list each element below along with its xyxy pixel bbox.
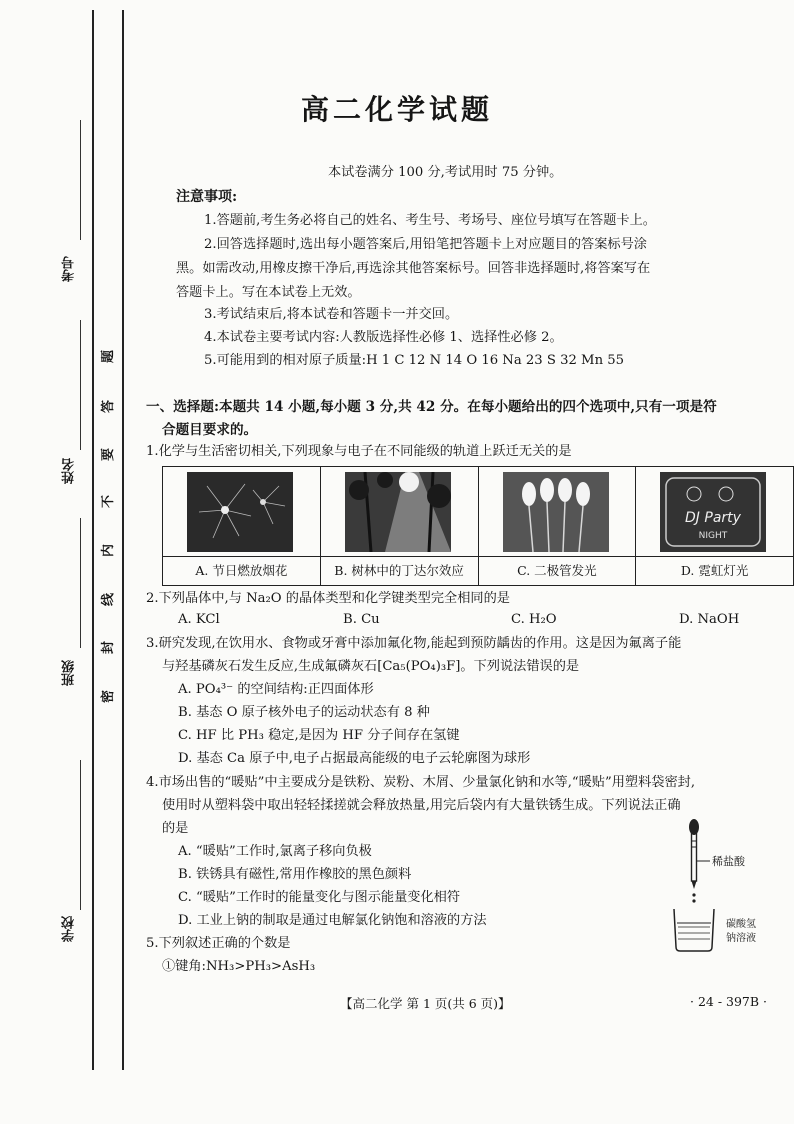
seal-char-4: 不 <box>101 494 117 509</box>
neon-sign-image <box>660 472 766 552</box>
note-2a: 2.回答选择题时,选出每小题答案后,用铅笔把答题卡上对应题目的答案标号涂 <box>204 237 647 252</box>
q3-stem-1: 3.研究发现,在饮用水、食物或牙膏中添加氟化物,能起到预防龋齿的作用。这是因为氟离子能 <box>146 636 682 651</box>
section1-line2: 合题目要求的。 <box>162 422 258 438</box>
paper-code: · 24 - 397B · <box>690 994 768 1009</box>
seal-char-1: 题 <box>101 349 117 364</box>
fireworks-image <box>187 472 293 552</box>
exam-no-line <box>80 120 81 240</box>
fig-label-salt-1: 碳酸氢 <box>726 919 756 930</box>
q2-option-d: D. NaOH <box>679 612 740 627</box>
margin-border-right <box>122 10 124 1070</box>
exam-subtitle: 本试卷满分 100 分,考试用时 75 分钟。 <box>328 165 563 180</box>
section1-line1: 一、选择题:本题共 14 小题,每小题 3 分,共 42 分。在每小题给出的四个选项中,只有一项是符 <box>146 399 717 415</box>
fig-label-acid: 稀盐酸 <box>712 855 745 868</box>
name-line <box>80 320 81 450</box>
q1-option-a <box>163 467 321 585</box>
q5-stem: 5.下列叙述正确的个数是 <box>146 936 291 951</box>
q4-stem-3: 的是 <box>162 821 189 836</box>
seal-char-3: 要 <box>101 447 117 462</box>
page-title: 高二化学试题 <box>300 93 493 126</box>
note-2c: 答题卡上。写在本试卷上无效。 <box>176 285 361 300</box>
q1-caption-c: C. 二极管发光 <box>479 556 636 585</box>
school-line <box>80 760 81 910</box>
q4-option-c: C. “暖贴”工作时的能量变化与图示能量变化相符 <box>178 890 461 905</box>
neon-sign-text-1: DJ Party <box>685 510 742 526</box>
class-label: 班级 <box>62 660 77 686</box>
note-2b: 黑。如需改动,用橡皮擦干净后,再选涂其他答案标号。回答非选择题时,将答案写在 <box>176 261 651 276</box>
neon-sign-text-2: NIGHT <box>698 531 728 541</box>
q4-stem-1: 4.市场出售的“暖贴”中主要成分是铁粉、炭粉、木屑、少量氯化钠和水等,“暖贴”用塑料袋密封, <box>146 775 696 790</box>
q5-item-1: ①键角:NH₃>PH₃>AsH₃ <box>162 959 316 974</box>
q2-stem: 2.下列晶体中,与 Na₂O 的晶体类型和化学键类型完全相同的是 <box>146 591 510 606</box>
seal-char-8: 密 <box>101 689 117 704</box>
q4-stem-2: 使用时从塑料袋中取出轻轻揉搓就会释放热量,用完后袋内有大量铁锈生成。下列说法正确 <box>162 798 681 813</box>
q2-option-b: B. Cu <box>343 612 380 627</box>
note-4: 4.本试卷主要考试内容:人教版选择性必修 1、选择性必修 2。 <box>204 330 563 345</box>
q3-option-d: D. 基态 Ca 原子中,电子占据最高能级的电子云轮廓图为球形 <box>178 751 531 766</box>
q2-option-c: C. H₂O <box>511 612 557 627</box>
q4-experiment-figure <box>664 815 774 955</box>
q1-caption-a: A. 节日燃放烟花 <box>163 556 320 585</box>
forest-tyndall-image <box>345 472 451 552</box>
fig-label-salt-2: 钠溶液 <box>726 933 756 944</box>
note-1: 1.答题前,考生务必将自己的姓名、考生号、考场号、座位号填写在答题卡上。 <box>204 213 656 228</box>
q2-option-a: A. KCl <box>178 612 220 627</box>
q3-option-a: A. PO₄³⁻ 的空间结构:正四面体形 <box>178 682 374 697</box>
name-label: 姓名 <box>62 458 77 484</box>
note-3: 3.考试结束后,将本试卷和答题卡一并交回。 <box>204 307 459 322</box>
exam-no-label: 考号 <box>62 256 77 282</box>
seal-char-7: 封 <box>101 640 117 655</box>
seal-char-2: 答 <box>101 399 117 414</box>
seal-char-6: 线 <box>101 592 117 607</box>
note-5: 5.可能用到的相对原子质量:H 1 C 12 N 14 O 16 Na 23 S 32 Mn 55 <box>204 353 625 368</box>
q1-stem: 1.化学与生活密切相关,下列现象与电子在不同能级的轨道上跃迁无关的是 <box>146 444 572 459</box>
q3-option-b: B. 基态 O 原子核外电子的运动状态有 8 种 <box>178 705 430 720</box>
led-diodes-image <box>503 472 609 552</box>
q1-image-table <box>162 466 794 586</box>
margin-border-left <box>92 10 94 1070</box>
q1-caption-b: B. 树林中的丁达尔效应 <box>321 556 478 585</box>
seal-char-5: 内 <box>101 543 117 558</box>
q1-caption-d: D. 霓虹灯光 <box>636 556 793 585</box>
q1-option-d <box>636 467 793 585</box>
q4-option-a: A. “暖贴”工作时,氯离子移向负极 <box>178 844 372 859</box>
q1-option-b <box>321 467 479 585</box>
q4-option-d: D. 工业上钠的制取是通过电解氯化钠饱和溶液的方法 <box>178 913 487 928</box>
school-label: 学校 <box>62 916 77 942</box>
class-line <box>80 518 81 648</box>
q3-stem-2: 与羟基磷灰石发生反应,生成氟磷灰石[Ca₅(PO₄)₃F]。下列说法错误的是 <box>162 659 580 674</box>
q4-option-b: B. 铁锈具有磁性,常用作橡胶的黑色颜料 <box>178 867 412 882</box>
q1-option-c <box>479 467 637 585</box>
notes-heading: 注意事项: <box>176 189 238 205</box>
q3-option-c: C. HF 比 PH₃ 稳定,是因为 HF 分子间存在氢键 <box>178 728 460 743</box>
beaker-icon <box>674 909 714 951</box>
page-footer: 【高二化学 第 1 页(共 6 页)】 <box>340 996 511 1011</box>
